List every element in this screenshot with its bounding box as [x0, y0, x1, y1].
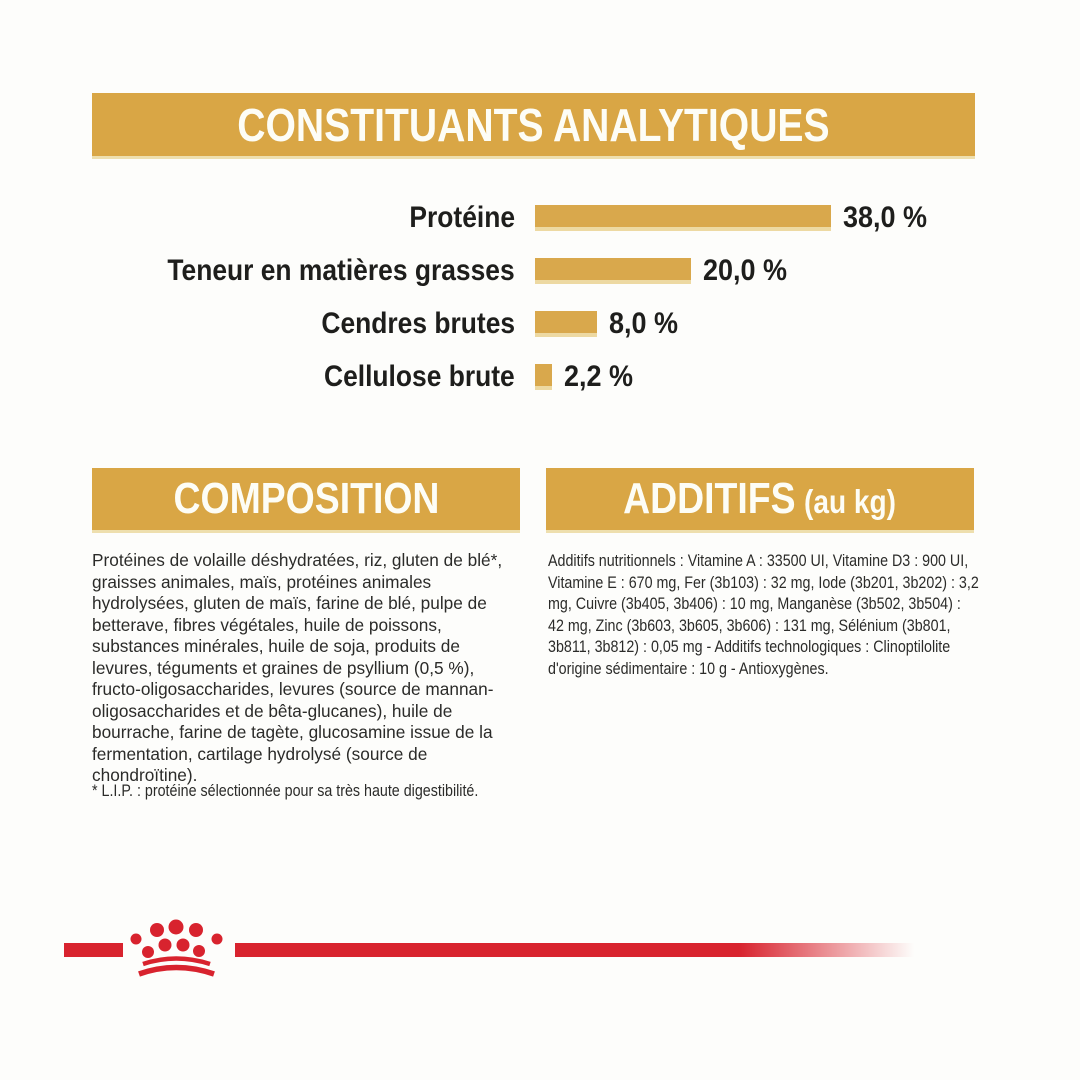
composition-banner — [92, 468, 520, 533]
composition-title: COMPOSITION — [173, 474, 439, 523]
chart-category-label: Teneur en matières grasses — [167, 253, 515, 287]
additives-banner — [546, 468, 974, 533]
analytical-constituents-chart — [0, 191, 1080, 403]
chart-value-label: 38,0 % — [843, 200, 928, 234]
composition-footnote: * L.I.P. : protéine sélectionnée pour sa très haute digestibilité. — [92, 781, 479, 800]
analytics-title: CONSTITUANTS ANALYTIQUES — [237, 98, 830, 151]
chart-bar — [535, 258, 691, 284]
chart-category-label: Cellulose brute — [324, 359, 515, 393]
chart-row — [0, 244, 1080, 297]
chart-bar — [535, 311, 597, 337]
chart-row — [0, 191, 1080, 244]
chart-row — [0, 350, 1080, 403]
additives-title: ADDITIFS — [623, 474, 797, 523]
additives-body-text: Additifs nutritionnels : Vitamine A : 33500 UI, Vitamine D3 : 900 UI, Vitamine E : 670 mg, Fer (3b103) : 32 mg, Iode (3b201, 3b202) : 3,2 mg, Cuivre (3b405, 3b406) : 10 mg, Manganèse (3b502, 3b504) : 42 mg, Zinc (3b603, 3b605, 3b606) : 131 mg, Sélénium (3b801, 3b811, 3b812) : 0,05 mg - Additifs technologiques : Clinoptilolite d'origine sédimentaire : 10 g - Antioxygènes. — [548, 551, 979, 678]
chart-value-label: 8,0 % — [609, 306, 679, 340]
chart-bar — [535, 205, 831, 231]
royal-canin-crown-icon — [127, 910, 224, 982]
composition-body-text: Protéines de volaille déshydratées, riz, gluten de blé*, graisses animales, maïs, protéines animales hydrolysées, gluten de maïs, farine de blé, pulpe de betterave, fibres végétales, huile de poissons, substances minérales, huile de soja, produits de levures, téguments et graines de psyllium (0,5 %), fructo-oligosaccharides, levures (source de mannan-oligosaccharides et de bêta-glucanes), huile de bourrache, farine de tagète, glucosamine issue de la fermentation, cartilage hydrolysé (source de chondroïtine). — [92, 550, 503, 785]
red-divider-right — [235, 943, 935, 957]
chart-row — [0, 297, 1080, 350]
chart-category-label: Cendres brutes — [321, 306, 515, 340]
analytics-banner — [92, 93, 975, 159]
chart-value-label: 20,0 % — [703, 253, 788, 287]
chart-bar — [535, 364, 552, 390]
chart-value-label: 2,2 % — [564, 359, 634, 393]
red-divider-left — [64, 943, 123, 957]
chart-category-label: Protéine — [409, 200, 515, 234]
additives-title-suffix: (au kg) — [804, 483, 897, 520]
